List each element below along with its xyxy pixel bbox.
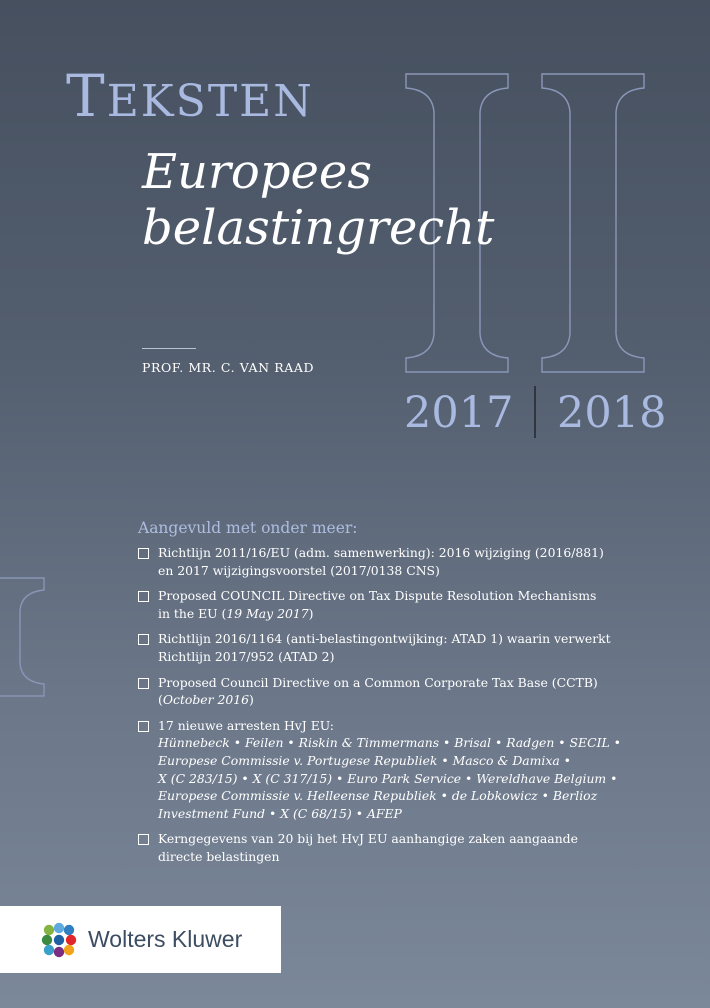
edition-year-start: 2017: [404, 388, 514, 438]
checkbox-square-icon: [138, 678, 149, 689]
contents-item: [138, 674, 698, 709]
checkbox-square-icon: [138, 548, 149, 559]
checkbox-square-icon: [138, 591, 149, 602]
contents-item-text: en 2017 wijzigingsvoorstel (2017/0138 CNS): [158, 562, 440, 578]
contents-item-line: [158, 734, 698, 752]
contents-item-text: 19 May 2017: [226, 605, 309, 621]
edition-year-end: 2018: [557, 388, 667, 438]
contents-item: [138, 630, 698, 665]
contents-item-text: Richtlijn 2011/16/EU (adm. samenwerking): 2016 wijziging (2016/881): [158, 545, 604, 560]
book-title-line-1: Europees: [142, 144, 372, 200]
contents-item-line: [158, 544, 698, 562]
contents-item-line: [158, 848, 698, 866]
contents-item-line: [158, 605, 698, 623]
publisher-name: Wolters Kluwer: [88, 926, 243, 952]
series-title: [66, 62, 314, 130]
contents-item: [138, 717, 698, 823]
contents-item-line: [158, 830, 698, 848]
contents-item-text: Europese Commissie v. Helleense Republiek • de Lobkowicz • Berlioz: [158, 788, 598, 804]
contents-heading: Aangevuld met onder meer:: [138, 519, 358, 537]
contents-item: [138, 587, 698, 622]
roman-numeral-fragment-outline: [0, 572, 54, 702]
contents-item-line: [158, 805, 698, 823]
contents-item-line: [158, 674, 698, 692]
contents-item-text: Investment Fund • X (C 68/15) • AFEP: [158, 805, 402, 821]
contents-list: [138, 544, 698, 874]
contents-item-text: Proposed Council Directive on a Common Corporate Tax Base (CCTB): [158, 674, 598, 690]
author-divider: [142, 348, 196, 349]
contents-item-text: X (C 283/15) • X (C 317/15) • Euro Park Service • Wereldhave Belgium •: [158, 770, 618, 786]
contents-item-text: (: [158, 692, 163, 708]
book-title: [142, 144, 494, 256]
series-title-rest: EKSTEN: [106, 76, 314, 127]
contents-item-line: [158, 648, 698, 666]
contents-item-text: directe belastingen: [158, 848, 280, 864]
contents-item-text: Richtlijn 2017/952 (ATAD 2): [158, 648, 335, 664]
author-name: PROF. MR. C. VAN RAAD: [142, 360, 315, 375]
contents-item-text: in the EU (: [158, 605, 227, 621]
contents-item-line: [158, 770, 698, 788]
contents-item-text: ): [249, 692, 254, 708]
contents-item-text: ): [308, 605, 314, 621]
series-title-initial: T: [66, 62, 107, 130]
contents-item-line: [158, 691, 698, 709]
contents-item: [138, 830, 698, 865]
contents-item-text: Hünnebeck • Feilen • Riskin & Timmermans • Brisal • Radgen • SECIL •: [158, 735, 621, 751]
contents-item-text: Europese Commissie v. Portugese Republiek • Masco & Damixa •: [158, 752, 571, 768]
contents-item-line: [158, 562, 698, 580]
contents-item-text: 17 nieuwe arresten HvJ EU:: [158, 717, 334, 733]
checkbox-square-icon: [138, 634, 149, 645]
checkbox-square-icon: [138, 834, 149, 845]
wolters-kluwer-logo-icon: [39, 920, 79, 960]
contents-item: [138, 544, 698, 579]
contents-item-line: [158, 787, 698, 805]
contents-item-text: Richtlijn 2016/1164 (anti-belastingontwijking: ATAD 1) waarin verwerkt: [158, 631, 611, 647]
contents-item-line: [158, 587, 698, 605]
contents-item-line: [158, 752, 698, 770]
edition-year-separator: [534, 386, 536, 438]
contents-item-text: October 2016: [162, 692, 250, 708]
book-title-line-2: belastingrecht: [142, 200, 495, 256]
publisher-logo-panel: [0, 906, 281, 973]
contents-item-text: Proposed COUNCIL Directive on Tax Dispute Resolution Mechanisms: [158, 588, 597, 604]
checkbox-square-icon: [138, 721, 149, 732]
contents-item-line: [158, 630, 698, 648]
contents-item-text: Kerngegevens van 20 bij het HvJ EU aanhangige zaken aangaande: [158, 831, 578, 847]
contents-item-line: [158, 717, 698, 735]
